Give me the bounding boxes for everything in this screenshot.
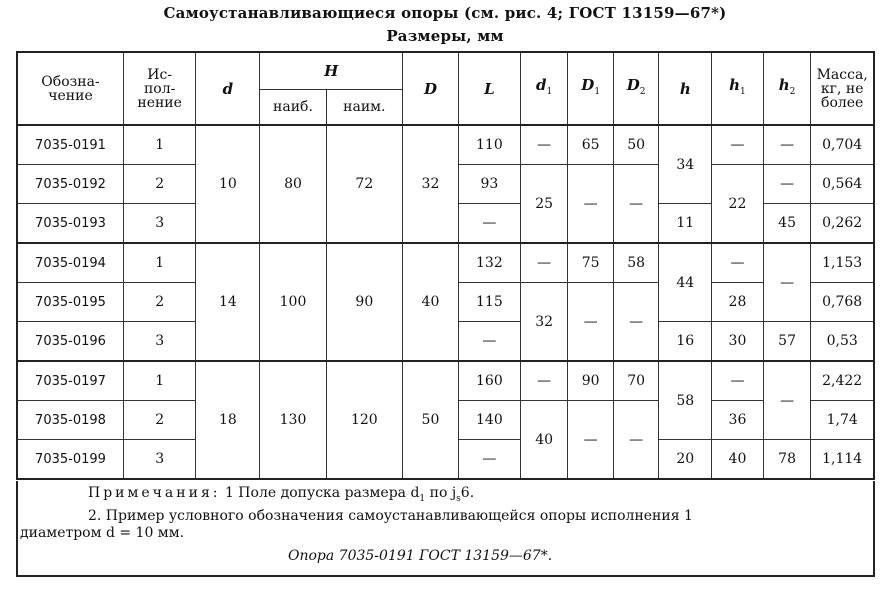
cell-H-min: 90 <box>326 243 402 361</box>
cell-code: 7035-0195 <box>17 283 123 322</box>
header-H-max: наиб. <box>260 89 326 125</box>
notes-block <box>16 481 875 577</box>
cell-h: 16 <box>659 322 712 362</box>
cell-L: 140 <box>458 401 520 440</box>
cell-code: 7035-0197 <box>17 361 123 401</box>
cell-h: 58 <box>659 361 712 440</box>
cell-H-min: 72 <box>326 125 402 243</box>
header-mass: Масса, кг, не более <box>811 52 874 125</box>
cell-exec: 1 <box>123 361 195 401</box>
cell-exec: 2 <box>123 165 195 204</box>
cell-d1: 40 <box>520 401 568 480</box>
cell-mass: 1,114 <box>811 440 874 480</box>
cell-h2: 78 <box>763 440 811 480</box>
cell-exec: 2 <box>123 283 195 322</box>
cell-code: 7035-0198 <box>17 401 123 440</box>
table-subtitle: Размеры, мм <box>386 27 504 45</box>
cell-H-min: 120 <box>326 361 402 479</box>
cell-h2: 57 <box>763 322 811 362</box>
cell-D2: 70 <box>613 361 658 401</box>
table-row <box>17 125 874 165</box>
header-H: H <box>260 52 403 89</box>
cell-H-max: 100 <box>260 243 326 361</box>
cell-D1: — <box>568 165 613 244</box>
note-3-example: Опора 7035-0191 ГОСТ 13159—67*. <box>288 548 553 564</box>
header-d1: $d_1$ <box>520 52 568 125</box>
cell-D: 50 <box>403 361 459 479</box>
cell-code: 7035-0193 <box>17 204 123 244</box>
cell-code: 7035-0191 <box>17 125 123 165</box>
cell-h1: — <box>712 125 764 165</box>
cell-d: 14 <box>196 243 260 361</box>
cell-d: 18 <box>196 361 260 479</box>
cell-code: 7035-0192 <box>17 165 123 204</box>
cell-D2: — <box>613 401 658 480</box>
cell-D2: 58 <box>613 243 658 283</box>
cell-L: 132 <box>458 243 520 283</box>
cell-exec: 1 <box>123 243 195 283</box>
cell-D1: — <box>568 401 613 480</box>
cell-exec: 3 <box>123 204 195 244</box>
cell-H-max: 130 <box>260 361 326 479</box>
cell-h: 34 <box>659 125 712 204</box>
note-1-text: 1 Поле допуска размера d <box>224 485 420 501</box>
cell-mass: 0,704 <box>811 125 874 165</box>
cell-exec: 1 <box>123 125 195 165</box>
cell-h1: 28 <box>712 283 764 322</box>
cell-h: 44 <box>659 243 712 322</box>
cell-h1: 30 <box>712 322 764 362</box>
header-h1: $h_1$ <box>712 52 764 125</box>
cell-D1: 90 <box>568 361 613 401</box>
header-execution: Ис- пол- нение <box>123 52 195 125</box>
cell-D: 40 <box>403 243 459 361</box>
header-H-min: наим. <box>326 89 402 125</box>
cell-L: 160 <box>458 361 520 401</box>
cell-H-max: 80 <box>260 125 326 243</box>
cell-D2: 50 <box>613 125 658 165</box>
header-d: d <box>196 52 260 125</box>
cell-D: 32 <box>403 125 459 243</box>
cell-mass: 0,53 <box>811 322 874 362</box>
cell-D2: — <box>613 165 658 244</box>
header-h: h <box>659 52 712 125</box>
note-1: Примечания: 1 Поле допуска размера $d_1$ по $j_s6$. <box>88 485 475 504</box>
cell-h1: 40 <box>712 440 764 480</box>
dimensions-table-wrapper <box>16 51 875 480</box>
note-2-line-2: диаметром d = 10 мм. <box>20 525 185 541</box>
cell-code: 7035-0196 <box>17 322 123 362</box>
note-2-line-1: 2. Пример условного обозначения самоустанавливающейся опоры исполнения 1 <box>88 508 693 524</box>
header-L: L <box>458 52 520 125</box>
cell-d1: — <box>520 243 568 283</box>
cell-h2: — <box>763 125 811 165</box>
cell-h2: 45 <box>763 204 811 244</box>
cell-mass: 0,262 <box>811 204 874 244</box>
cell-L: 115 <box>458 283 520 322</box>
cell-mass: 0,768 <box>811 283 874 322</box>
cell-L: 110 <box>458 125 520 165</box>
cell-D1: — <box>568 283 613 362</box>
cell-exec: 3 <box>123 440 195 480</box>
cell-d1: — <box>520 361 568 401</box>
cell-code: 7035-0194 <box>17 243 123 283</box>
cell-d1: — <box>520 125 568 165</box>
cell-mass: 1,74 <box>811 401 874 440</box>
note-1-label: Примечания: <box>88 485 221 501</box>
header-h2: $h_2$ <box>763 52 811 125</box>
header-designation: Обозна- чение <box>17 52 123 125</box>
cell-h1: 36 <box>712 401 764 440</box>
header-D1: $D_1$ <box>568 52 613 125</box>
table-row <box>17 361 874 401</box>
header-D: D <box>403 52 459 125</box>
cell-h1: — <box>712 361 764 401</box>
cell-code: 7035-0199 <box>17 440 123 480</box>
cell-d1: 32 <box>520 283 568 362</box>
cell-mass: 0,564 <box>811 165 874 204</box>
cell-h1: — <box>712 243 764 283</box>
cell-L: — <box>458 322 520 362</box>
cell-h2: — <box>763 243 811 322</box>
cell-mass: 1,153 <box>811 243 874 283</box>
cell-exec: 3 <box>123 322 195 362</box>
header-D2: $D_2$ <box>613 52 658 125</box>
table-row <box>17 243 874 283</box>
cell-L: — <box>458 440 520 480</box>
cell-D1: 65 <box>568 125 613 165</box>
cell-L: — <box>458 204 520 244</box>
cell-D1: 75 <box>568 243 613 283</box>
cell-exec: 2 <box>123 401 195 440</box>
cell-d: 10 <box>196 125 260 243</box>
cell-d1: 25 <box>520 165 568 244</box>
cell-h1: 22 <box>712 165 764 244</box>
cell-h: 11 <box>659 204 712 244</box>
cell-h2: — <box>763 165 811 204</box>
dimensions-table <box>16 51 875 480</box>
cell-D2: — <box>613 283 658 362</box>
cell-h: 20 <box>659 440 712 480</box>
table-title: Самоустанавливающиеся опоры (см. рис. 4; ГОСТ 13159—67*) <box>163 4 727 22</box>
cell-L: 93 <box>458 165 520 204</box>
cell-h2: — <box>763 361 811 440</box>
cell-mass: 2,422 <box>811 361 874 401</box>
